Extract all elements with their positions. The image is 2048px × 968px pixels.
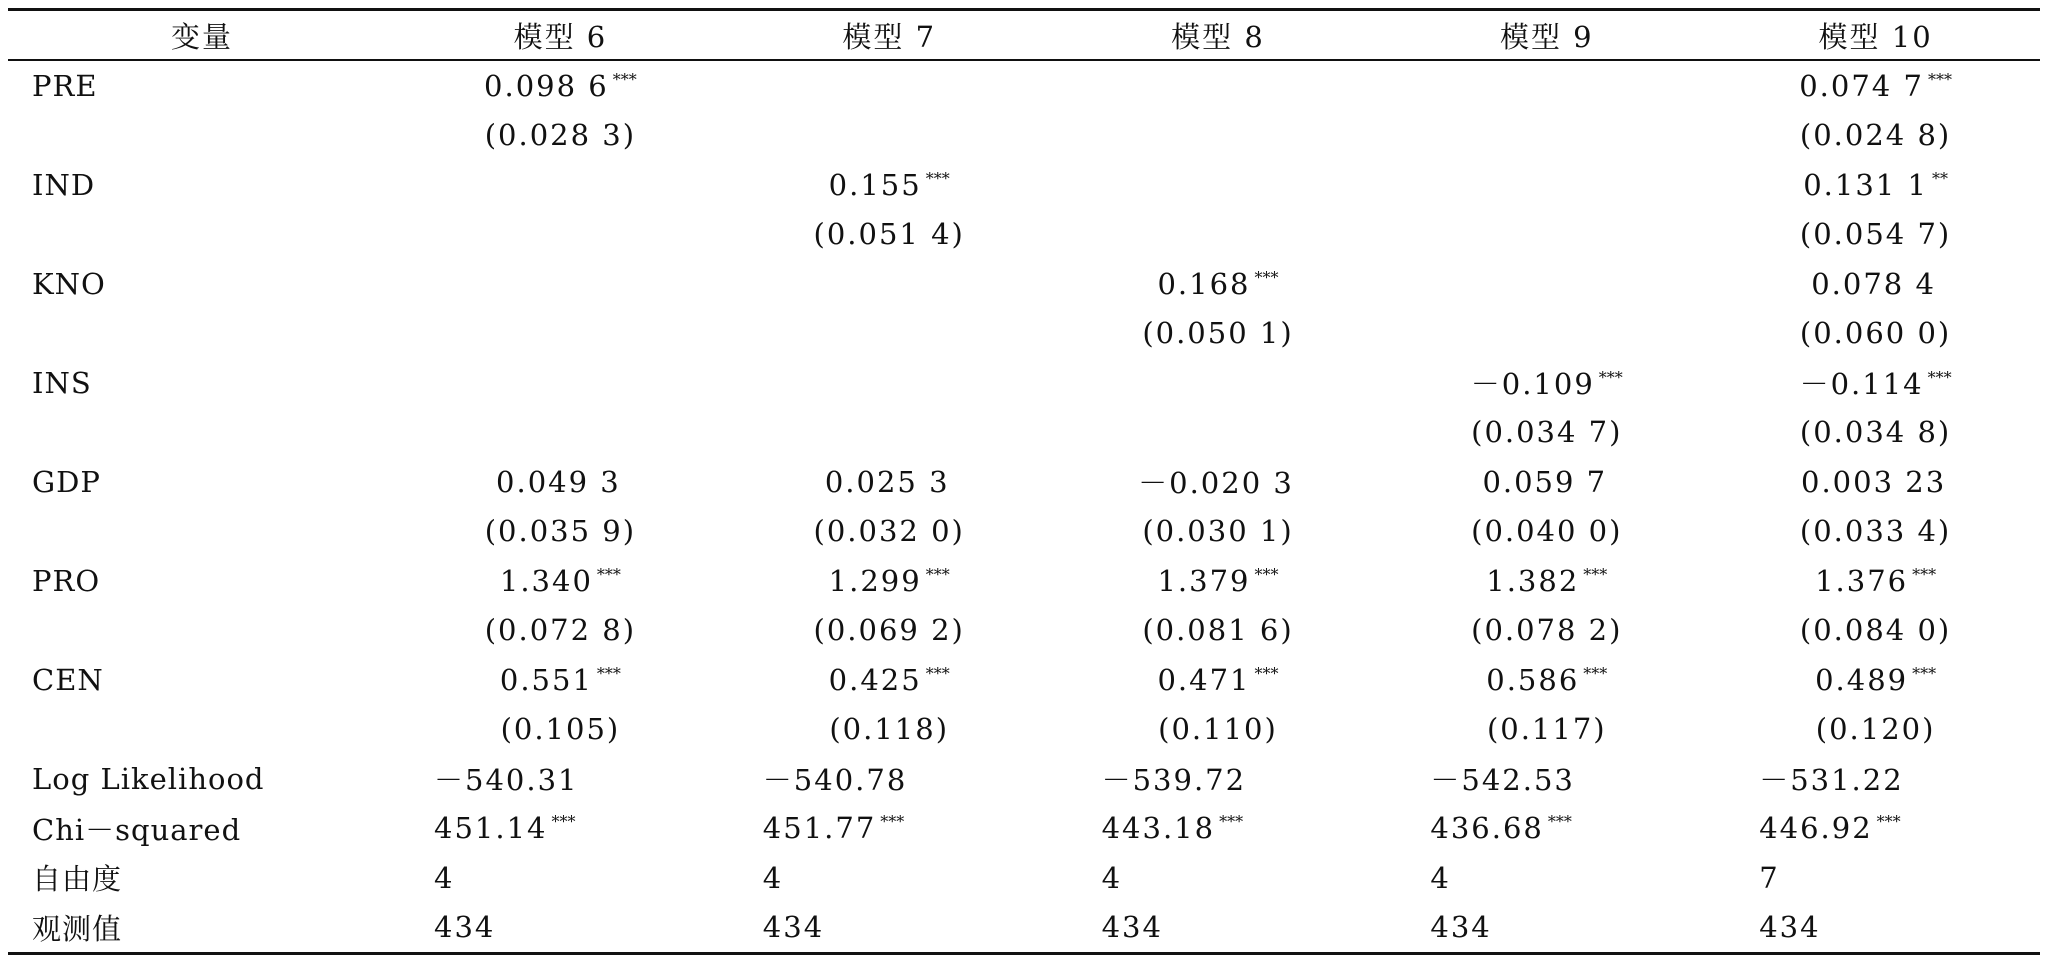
coefficient-value: 0.131 1 bbox=[1803, 167, 1928, 202]
table-cell-std-error bbox=[1382, 309, 1711, 359]
table-cell-estimate bbox=[1054, 655, 1383, 705]
table-cell-stat bbox=[1054, 853, 1383, 903]
table-cell-estimate bbox=[396, 556, 725, 606]
table-cell-std-error bbox=[1054, 408, 1383, 458]
coefficient-value: 1.376 bbox=[1815, 563, 1909, 598]
regression-table bbox=[8, 8, 2040, 955]
table-cell-std-error: (0.034 8) bbox=[1799, 415, 1952, 450]
stat-label: Log Likelihood bbox=[32, 761, 265, 796]
table-cell-stat bbox=[1382, 804, 1711, 854]
table-cell-estimate bbox=[1711, 655, 2040, 705]
table-cell-estimate bbox=[1054, 259, 1383, 309]
table-cell-stat bbox=[396, 804, 725, 854]
table-cell-stat bbox=[725, 903, 1054, 954]
stat-value: 434 bbox=[434, 910, 496, 945]
table-cell-std-error bbox=[725, 408, 1054, 458]
table-cell-estimate bbox=[725, 556, 1054, 606]
table-row-pre-std-error bbox=[8, 111, 2040, 161]
table-cell-std-error: (0.117) bbox=[1486, 712, 1607, 747]
table-row-stat-chi-squared bbox=[8, 804, 2040, 854]
significance-stars: *** bbox=[925, 663, 950, 683]
table-row-kno-std-error bbox=[8, 309, 2040, 359]
table-cell-std-error: (0.024 8) bbox=[1799, 118, 1952, 153]
table-cell-stat bbox=[1382, 853, 1711, 903]
coefficient-value: 0.471 bbox=[1157, 662, 1251, 697]
table-row-ind-estimate bbox=[8, 160, 2040, 210]
table-cell-estimate bbox=[1711, 358, 2040, 408]
table-cell-estimate bbox=[1054, 60, 1383, 111]
stat-label: Chi－squared bbox=[32, 812, 242, 847]
stat-value: －540.78 bbox=[762, 763, 908, 798]
table-cell-estimate bbox=[1382, 358, 1711, 408]
table-cell-estimate bbox=[396, 655, 725, 705]
significance-stars: *** bbox=[1583, 564, 1608, 584]
coefficient-value: 0.078 4 bbox=[1811, 266, 1936, 301]
table-cell-estimate bbox=[1054, 457, 1383, 507]
table-row-pro-estimate bbox=[8, 556, 2040, 606]
stat-label: 自由度 bbox=[32, 862, 123, 897]
variable-label-pro: PRO bbox=[32, 563, 101, 598]
table-cell-std-error: (0.051 4) bbox=[813, 217, 965, 252]
significance-stars: *** bbox=[1912, 663, 1937, 683]
table-cell-std-error: (0.069 2) bbox=[813, 613, 965, 648]
variable-label-ins: INS bbox=[32, 365, 92, 400]
significance-stars: *** bbox=[1912, 564, 1937, 584]
coefficient-value: 0.551 bbox=[499, 662, 593, 697]
table-cell-estimate bbox=[725, 655, 1054, 705]
header-model-8: 模型 8 bbox=[1171, 19, 1265, 54]
table-cell-estimate bbox=[396, 160, 725, 210]
stat-label: 观测值 bbox=[32, 911, 123, 946]
table-cell-std-error: (0.040 0) bbox=[1471, 514, 1623, 549]
stat-value: 446.92 bbox=[1759, 811, 1873, 846]
significance-stars: *** bbox=[1927, 69, 1952, 89]
table-cell-std-error bbox=[1054, 210, 1383, 260]
table-row-stat-stat-3 bbox=[8, 903, 2040, 954]
significance-stars: *** bbox=[551, 812, 576, 832]
table-row-cen-std-error bbox=[8, 705, 2040, 755]
table-cell-estimate bbox=[1711, 160, 2040, 210]
table-row-stat-log-likelihood bbox=[8, 754, 2040, 804]
stat-value: 443.18 bbox=[1101, 811, 1216, 846]
table-cell-std-error: (0.054 7) bbox=[1799, 217, 1952, 252]
table-cell-stat bbox=[1054, 903, 1383, 954]
table-cell-stat bbox=[1711, 804, 2040, 854]
table-cell-estimate bbox=[396, 60, 725, 111]
table-cell-std-error: (0.028 3) bbox=[484, 118, 637, 153]
variable-label-cen: CEN bbox=[32, 662, 104, 697]
coefficient-value: 0.425 bbox=[828, 662, 922, 697]
coefficient-value: －0.109 bbox=[1470, 367, 1595, 402]
coefficient-value: 0.049 3 bbox=[496, 464, 621, 499]
table-cell-estimate bbox=[725, 358, 1054, 408]
coefficient-value: 0.155 bbox=[828, 167, 922, 202]
stat-value: 434 bbox=[1101, 910, 1163, 945]
coefficient-value: 0.025 3 bbox=[824, 464, 950, 499]
table-cell-estimate bbox=[396, 358, 725, 408]
table-cell-std-error: (0.081 6) bbox=[1142, 613, 1294, 648]
table-cell-std-error: (0.060 0) bbox=[1799, 316, 1952, 351]
header-model-9: 模型 9 bbox=[1499, 19, 1594, 54]
table-row-cen-estimate bbox=[8, 655, 2040, 705]
stat-value: 436.68 bbox=[1430, 811, 1544, 846]
table-cell-estimate bbox=[725, 160, 1054, 210]
stat-value: －542.53 bbox=[1430, 763, 1575, 798]
table-cell-estimate bbox=[1711, 556, 2040, 606]
table-cell-std-error: (0.118) bbox=[829, 712, 950, 747]
coefficient-value: 0.074 7 bbox=[1799, 68, 1924, 103]
coefficient-value: 0.059 7 bbox=[1482, 464, 1608, 499]
table-cell-std-error: (0.084 0) bbox=[1799, 613, 1952, 648]
stat-value: 7 bbox=[1759, 860, 1780, 895]
table-cell-estimate bbox=[725, 259, 1054, 309]
empty-label-cell bbox=[8, 507, 396, 557]
significance-stars: *** bbox=[1254, 267, 1279, 287]
empty-label-cell bbox=[8, 210, 396, 260]
empty-label-cell bbox=[8, 111, 396, 161]
table-cell-stat bbox=[1382, 903, 1711, 954]
coefficient-value: 0.168 bbox=[1157, 266, 1251, 301]
empty-label-cell bbox=[8, 705, 396, 755]
stat-value: －539.72 bbox=[1101, 763, 1247, 798]
table-cell-estimate bbox=[1711, 60, 2040, 111]
significance-stars: *** bbox=[925, 564, 950, 584]
coefficient-value: 0.586 bbox=[1486, 662, 1580, 697]
significance-stars: *** bbox=[1598, 368, 1623, 388]
coefficient-value: 1.379 bbox=[1157, 563, 1251, 598]
header-row bbox=[8, 10, 2040, 61]
table-cell-stat bbox=[725, 804, 1054, 854]
table-cell-stat bbox=[396, 903, 725, 954]
table-cell-estimate bbox=[396, 259, 725, 309]
coefficient-value: 1.382 bbox=[1486, 563, 1580, 598]
stat-value: －540.31 bbox=[434, 763, 579, 798]
empty-label-cell bbox=[8, 309, 396, 359]
significance-stars: *** bbox=[1219, 812, 1244, 832]
table-cell-std-error: (0.110) bbox=[1158, 712, 1278, 747]
stat-value: 4 bbox=[1101, 860, 1123, 895]
table-cell-estimate bbox=[725, 457, 1054, 507]
coefficient-value: 1.340 bbox=[499, 563, 593, 598]
table-cell-std-error bbox=[396, 408, 725, 458]
regression-table-container bbox=[8, 8, 2040, 955]
significance-stars: *** bbox=[1876, 812, 1901, 832]
table-cell-estimate bbox=[1382, 60, 1711, 111]
table-cell-estimate bbox=[396, 457, 725, 507]
stat-value: 4 bbox=[1430, 860, 1451, 895]
table-cell-estimate bbox=[1054, 160, 1383, 210]
header-model-6: 模型 6 bbox=[513, 19, 608, 54]
stat-value: －531.22 bbox=[1759, 763, 1904, 798]
table-row-gdp-estimate bbox=[8, 457, 2040, 507]
table-cell-estimate bbox=[1054, 556, 1383, 606]
table-cell-std-error: (0.030 1) bbox=[1142, 514, 1294, 549]
table-row-pre-estimate bbox=[8, 60, 2040, 111]
table-cell-estimate bbox=[1711, 457, 2040, 507]
table-cell-std-error bbox=[1382, 210, 1711, 260]
table-cell-std-error bbox=[1382, 111, 1711, 161]
table-cell-std-error: (0.105) bbox=[500, 712, 621, 747]
variable-label-ind: IND bbox=[32, 167, 96, 202]
table-body bbox=[8, 60, 2040, 954]
significance-stars: *** bbox=[1547, 812, 1572, 832]
empty-label-cell bbox=[8, 606, 396, 656]
coefficient-value: 0.003 23 bbox=[1801, 464, 1947, 499]
table-cell-stat bbox=[396, 754, 725, 804]
table-cell-stat bbox=[1711, 903, 2040, 954]
table-row-stat-stat-2 bbox=[8, 853, 2040, 903]
table-cell-std-error bbox=[396, 309, 725, 359]
significance-stars: ** bbox=[1931, 168, 1948, 188]
table-cell-std-error: (0.034 7) bbox=[1471, 415, 1623, 450]
stat-value: 434 bbox=[762, 910, 825, 945]
stat-value: 434 bbox=[1430, 910, 1492, 945]
coefficient-value: －0.114 bbox=[1799, 367, 1924, 402]
significance-stars: *** bbox=[596, 564, 621, 584]
significance-stars: *** bbox=[596, 663, 621, 683]
table-cell-estimate bbox=[1382, 160, 1711, 210]
stat-value: 4 bbox=[762, 860, 784, 895]
table-cell-stat bbox=[725, 754, 1054, 804]
significance-stars: *** bbox=[1927, 368, 1952, 388]
table-cell-std-error bbox=[725, 309, 1054, 359]
table-row-ind-std-error bbox=[8, 210, 2040, 260]
table-cell-estimate bbox=[725, 60, 1054, 111]
coefficient-value: 1.299 bbox=[828, 563, 922, 598]
table-cell-stat bbox=[1054, 804, 1383, 854]
empty-label-cell bbox=[8, 408, 396, 458]
table-cell-std-error bbox=[1054, 111, 1383, 161]
table-cell-std-error: (0.072 8) bbox=[484, 613, 637, 648]
significance-stars: *** bbox=[1254, 564, 1279, 584]
header-model-10: 模型 10 bbox=[1818, 19, 1933, 54]
stat-value: 434 bbox=[1759, 910, 1821, 945]
table-cell-estimate bbox=[1054, 358, 1383, 408]
significance-stars: *** bbox=[1254, 663, 1279, 683]
table-cell-stat bbox=[1054, 754, 1383, 804]
table-cell-std-error: (0.078 2) bbox=[1471, 613, 1623, 648]
table-cell-std-error: (0.032 0) bbox=[813, 514, 965, 549]
significance-stars: *** bbox=[612, 69, 637, 89]
table-cell-std-error: (0.035 9) bbox=[484, 514, 637, 549]
variable-label-pre: PRE bbox=[32, 68, 98, 103]
table-cell-estimate bbox=[1382, 655, 1711, 705]
table-cell-std-error bbox=[725, 111, 1054, 161]
coefficient-value: 0.098 6 bbox=[484, 68, 609, 103]
table-cell-stat bbox=[1382, 754, 1711, 804]
table-cell-stat bbox=[1711, 754, 2040, 804]
variable-label-gdp: GDP bbox=[32, 464, 101, 499]
header-variable: 变量 bbox=[170, 19, 233, 54]
stat-value: 451.77 bbox=[762, 811, 877, 846]
table-cell-estimate bbox=[1382, 457, 1711, 507]
table-cell-estimate bbox=[1382, 259, 1711, 309]
stat-value: 451.14 bbox=[434, 811, 548, 846]
table-row-ins-std-error bbox=[8, 408, 2040, 458]
significance-stars: *** bbox=[925, 168, 950, 188]
table-cell-stat bbox=[725, 853, 1054, 903]
table-cell-stat bbox=[1711, 853, 2040, 903]
table-row-kno-estimate bbox=[8, 259, 2040, 309]
table-row-pro-std-error bbox=[8, 606, 2040, 656]
table-cell-estimate bbox=[1382, 556, 1711, 606]
header-model-7: 模型 7 bbox=[842, 19, 937, 54]
table-cell-std-error: (0.050 1) bbox=[1142, 316, 1294, 351]
coefficient-value: －0.020 3 bbox=[1138, 466, 1294, 501]
table-row-ins-estimate bbox=[8, 358, 2040, 408]
table-cell-std-error bbox=[396, 210, 725, 260]
variable-label-kno: KNO bbox=[32, 266, 106, 301]
significance-stars: *** bbox=[880, 812, 905, 832]
table-cell-std-error: (0.033 4) bbox=[1799, 514, 1952, 549]
coefficient-value: 0.489 bbox=[1815, 662, 1909, 697]
table-cell-estimate bbox=[1711, 259, 2040, 309]
stat-value: 4 bbox=[434, 860, 455, 895]
significance-stars: *** bbox=[1583, 663, 1608, 683]
table-row-gdp-std-error bbox=[8, 507, 2040, 557]
table-cell-stat bbox=[396, 853, 725, 903]
table-cell-std-error: (0.120) bbox=[1815, 712, 1936, 747]
